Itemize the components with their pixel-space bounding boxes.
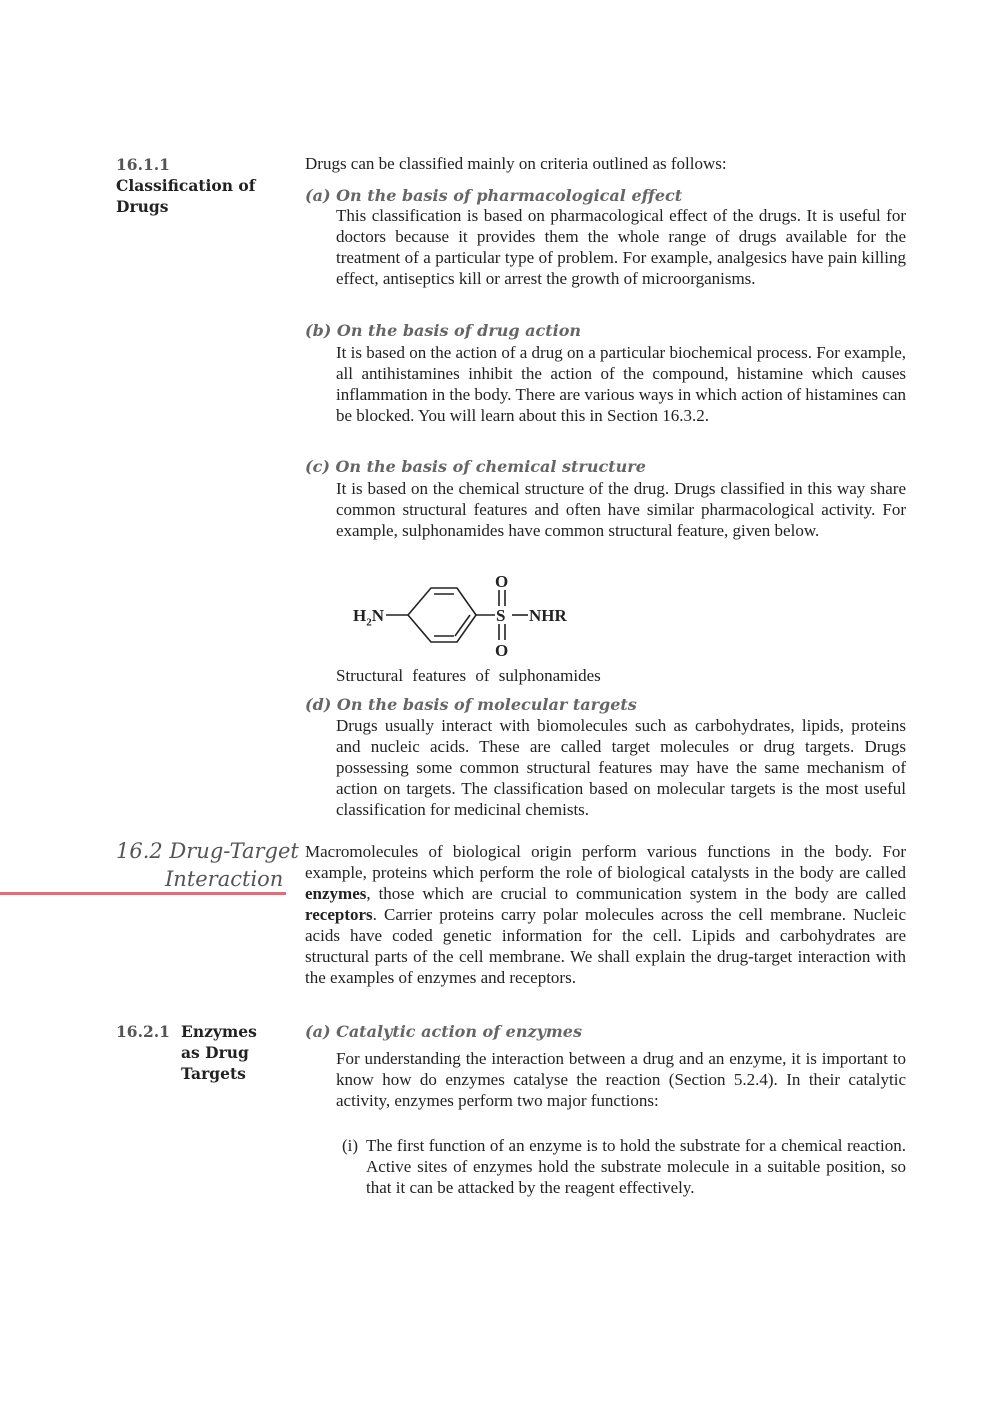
section-title-line: Classification of <box>116 176 256 195</box>
section-16-2-1-title <box>181 1021 257 1084</box>
subheading-catalytic: (a) Catalytic action of enzymes <box>305 1022 582 1041</box>
sulfur: S <box>496 606 506 625</box>
section-divider-rule <box>0 892 286 895</box>
paragraph-16-2 <box>305 841 906 988</box>
nhr-group: NHR <box>529 606 567 625</box>
list-item-i: The first function of an enzyme is to hold the substrate for a chemical reaction. Active sites of enzymes hold the substrate molecule in a suitable position, so that it can be attacked by the reagent effectively. <box>366 1136 906 1197</box>
section-16-2-title-line1: 16.2 Drug-Target <box>116 839 299 863</box>
subheading-a: (a) On the basis of pharmacological effect <box>305 186 683 205</box>
paragraph-a: This classification is based on pharmacological effect of the drugs. It is useful for doctors because it provides them the whole range of drugs available for the treatment of a particular type of problem. For example, analgesics have pain killing effect, antiseptics kill or arrest the growth of microorganisms. <box>336 206 906 288</box>
section-number: 16.1.1 <box>116 155 170 174</box>
subheading-c: (c) On the basis of chemical structure <box>305 457 646 476</box>
section-title-line: Drugs <box>116 197 169 216</box>
paragraph-catalytic: For understanding the interaction between a drug and an enzyme, it is important to know how do enzymes catalyse the reaction (Section 5.2.4). In their catalytic activity, enzymes perform two major functions: <box>336 1049 906 1110</box>
amino-group: $H_2N$ <box>353 606 385 629</box>
text: . Carrier proteins carry polar molecules across the cell membrane. Nucleic acids have coded genetic information for the cell. Lipids and carbohydrates are structural parts of the cell membrane. We shall explain the drug-target interaction with the examples of enzymes and receptors. <box>305 905 906 987</box>
intro-text: Drugs can be classified mainly on criteria outlined as follows: <box>305 154 727 173</box>
list-marker-i: (i) <box>342 1136 359 1155</box>
paragraph-d: Drugs usually interact with biomolecules such as carbohydrates, lipids, proteins and nucleic acids. These are called target molecules or drug targets. Drugs possessing some common structural features may have the same mechanism of action on targets. The classification based on molecular targets is the most useful classification for medicinal chemists. <box>336 716 906 819</box>
subheading-b: (b) On the basis of drug action <box>305 321 582 340</box>
paragraph-b: It is based on the action of a drug on a particular biochemical process. For example, all antihistamines inhibit the action of the compound, histamine which causes inflammation in the body. There are various ways in which action of histamines can be blocked. You will learn about this in Section 16.3.2. <box>336 343 906 425</box>
subheading-d: (d) On the basis of molecular targets <box>305 695 637 714</box>
title-line: Enzymes <box>181 1022 257 1041</box>
text: Macromolecules of biological origin perform various functions in the body. For example, proteins which perform the role of biological catalysts in the body are called <box>305 842 906 882</box>
title-line: Targets <box>181 1064 246 1083</box>
section-16-1-1-heading <box>116 154 255 217</box>
paragraph-c: It is based on the chemical structure of the drug. Drugs classified in this way share common structural features and often have similar pharmacological activity. For example, sulphonamides have common structural feature, given below. <box>336 479 906 540</box>
sulphonamide-structure <box>340 568 590 663</box>
section-number: 16.2.1 <box>116 1022 170 1041</box>
keyword-enzymes: enzymes <box>305 884 367 903</box>
title-line: as Drug <box>181 1043 249 1062</box>
oxygen-bottom: O <box>495 641 509 660</box>
structure-caption: Structural features of sulphonamides <box>336 666 601 685</box>
text: , those which are crucial to communication system in the body are called <box>366 884 906 903</box>
keyword-receptors: receptors <box>305 905 373 924</box>
section-16-2-title-line2: Interaction <box>165 867 284 891</box>
oxygen-top: O <box>495 572 509 591</box>
